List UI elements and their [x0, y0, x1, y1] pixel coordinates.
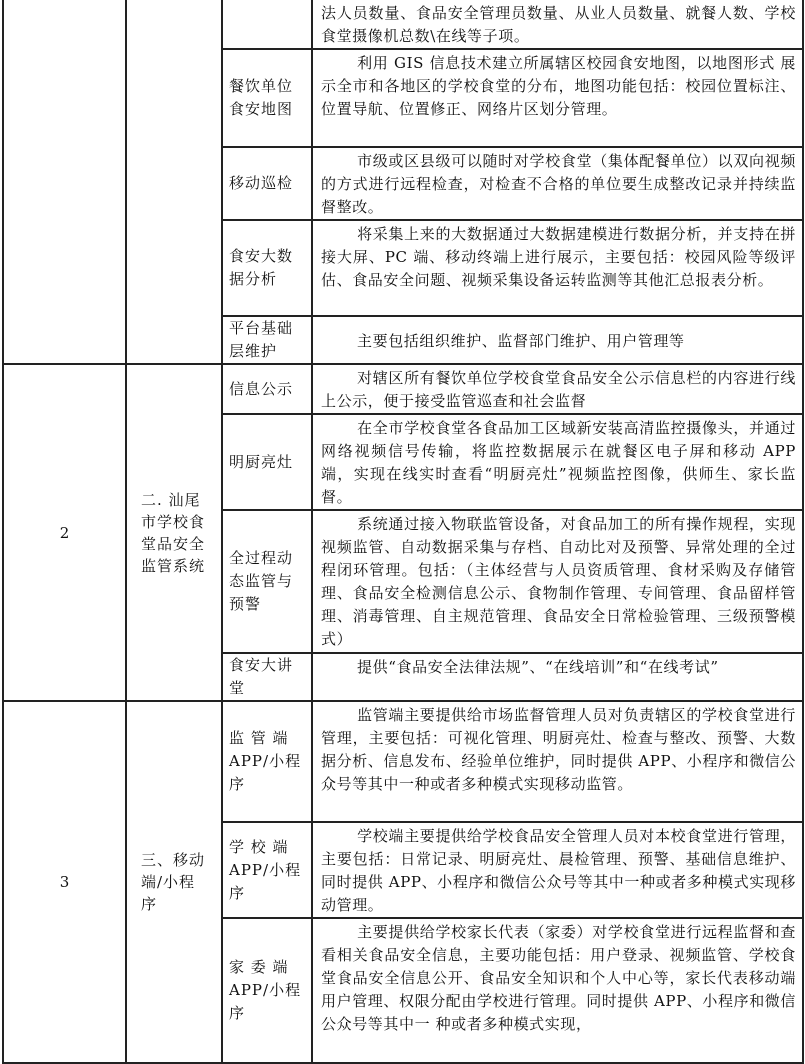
module-description: 学校端主要提供给学校食品安全管理人员对本校食堂进行管理，主要包括：日常记录、明厨亮灶、晨检管理、预警、基础信息维护、同时提供 APP、小程序和微信公众号等其中一种或者多种模式实现移动管理。 — [312, 822, 803, 918]
module-name-cell: 餐饮单位食安地图 — [222, 49, 312, 147]
module-name-cell: 食安大讲堂 — [222, 653, 312, 701]
module-description: 利用 GIS 信息技术建立所属辖区校园食安地图，以地图形式 展示全市和各地区的学校食堂的分布，地图功能包括：校园位置标注、位置导航、位置修正、网络片区划分管理。 — [312, 49, 803, 147]
table-row — [3, 364, 803, 414]
module-name-cell — [222, 0, 312, 49]
table-row — [3, 0, 803, 49]
module-description: 对辖区所有餐饮单位学校食堂食品安全公示信息栏的内容进行线上公示，便于接受监管巡查和社会监督 — [312, 364, 803, 414]
module-name-cell: 明厨亮灶 — [222, 414, 312, 510]
module-description: 系统通过接入物联监管设备，对食品加工的所有操作规程，实现视频监管、自动数据采集与存档、自动比对及预警、异常处理的全过程闭环管理。包括：（主体经营与人员资质管理、食材采购及存储管理、食品安全检测信息公示、食物制作管理、专间管理、食品留样管理、消毒管理、自主规范管理、食品安全日常检验管理、三级预警模式） — [312, 510, 803, 653]
module-name-cell: 全过程动态监管与预警 — [222, 510, 312, 653]
module-description: 提供“食品安全法律法规”、“在线培训”和“在线考试” — [312, 653, 803, 701]
module-description: 在全市学校食堂各食品加工区域新安装高清监控摄像头，并通过网络视频信号传输，将监控数据展示在就餐区电子屏和移动 APP 端，实现在线实时查看“明厨亮灶”视频监控图像，供师生、家长监督。 — [312, 414, 803, 510]
module-name-cell: 平台基础层维护 — [222, 316, 312, 364]
row-number-cell: 2 — [3, 364, 126, 701]
module-description: 法人员数量、食品安全管理员数量、从业人员数量、就餐人数、学校食堂摄像机总数\在线等子项。 — [312, 0, 803, 49]
module-name-cell: 移动巡检 — [222, 147, 312, 220]
module-name-cell: 监 管 端APP/小程序 — [222, 701, 312, 822]
row-number-cell — [3, 0, 126, 364]
spec-table — [2, 0, 804, 1064]
module-name-cell: 信息公示 — [222, 364, 312, 414]
module-name-cell: 食安大数据分析 — [222, 220, 312, 316]
module-description: 市级或区县级可以随时对学校食堂（集体配餐单位）以双向视频的方式进行远程检查，对检查不合格的单位要生成整改记录并持续监督整改。 — [312, 147, 803, 220]
module-name-cell: 学 校 端APP/小程序 — [222, 822, 312, 918]
module-description: 监管端主要提供给市场监督管理人员对负责辖区的学校食堂进行管理，主要包括：可视化管理、明厨亮灶、检查与整改、预警、大数据分析、信息发布、经验单位维护，同时提供 APP、小程序和微信公众号等其中一种或者多种模式实现移动监管。 — [312, 701, 803, 822]
module-description: 主要包括组织维护、监督部门维护、用户管理等 — [312, 316, 803, 364]
table-row — [3, 701, 803, 822]
system-name-cell — [126, 0, 222, 364]
module-description: 将采集上来的大数据通过大数据建模进行数据分析，并支持在拼接大屏、PC 端、移动终端上进行展示，主要包括：校园风险等级评估、食品安全问题、视频采集设备运转监测等其他汇总报表分析。 — [312, 220, 803, 316]
system-name-cell: 二. 汕尾市学校食堂品安全监管系统 — [126, 364, 222, 701]
system-name-cell: 三、移动端/小程序 — [126, 701, 222, 1063]
module-name-cell: 家 委 端APP/小程序 — [222, 918, 312, 1063]
row-number-cell: 3 — [3, 701, 126, 1063]
module-description: 主要提供给学校家长代表（家委）对学校食堂进行远程监督和查看相关食品安全信息，主要功能包括：用户登录、视频监管、学校食堂食品安全信息公开、食品安全知识和个人中心等，家长代表移动端用户管理、权限分配由学校进行管理。同时提供 APP、小程序和微信公众号等其中一 种或者多种模式实现， — [312, 918, 803, 1063]
